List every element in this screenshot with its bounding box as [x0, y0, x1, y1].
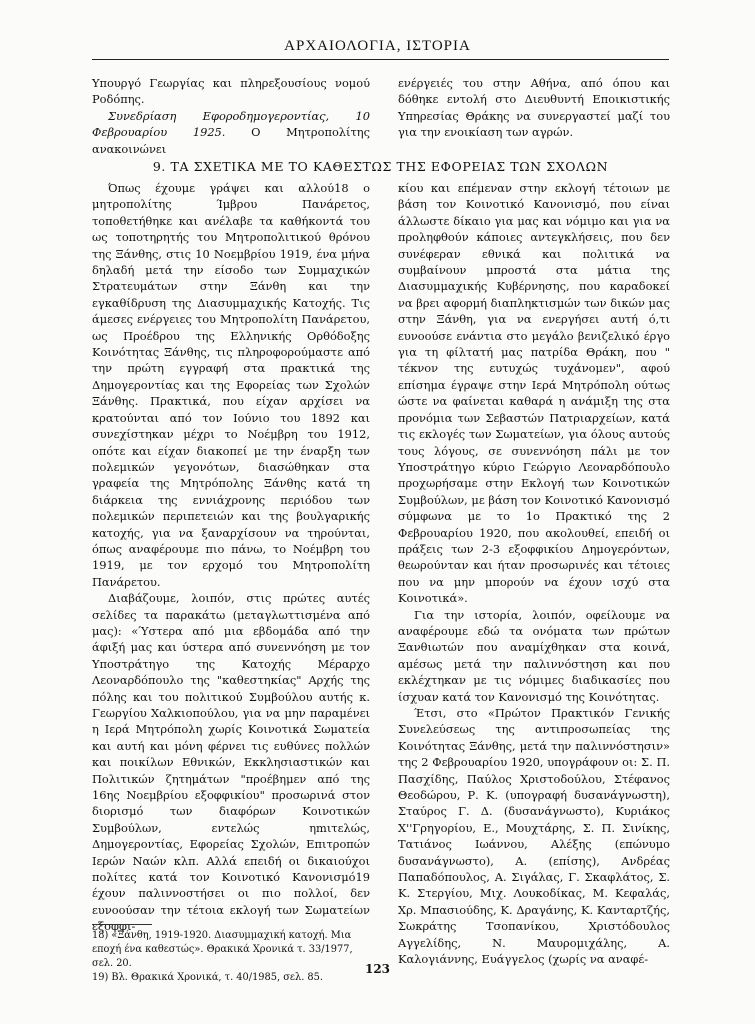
top-right-column	[398, 75, 670, 141]
footnote-rule	[92, 924, 152, 925]
session-text: Ο Μητροπολίτης ανακοινώνει	[92, 125, 370, 156]
left-paragraph-1: Όπως έχουμε γράψει και αλλού18 ο μητροπολίτης Ίμβρου Πανάρετος, τοποθετήθηκε και ανέλαβε τα καθήκοντά του ως τοποτηρητής του Μητροπολιτικού θρόνου της Ξάνθης, στις 10 Νοεμβρίου 1919, ένα μήνα δηλαδή μετά την είσοδο των Συμμαχικών Στρατευμάτων στην Ξάνθη και την εγκαθίδρυση της Διασυμμαχικής Κατοχής. Τις άμεσες ενέργειες του Μητροπολίτη Πανάρετου, ως Προέδρου της Ελληνικής Ορθόδοξης Κοινότητας Ξάνθης, τις πληροφορούμαστε από την πρώτη εγγραφή στα πρακτικά της Δημογεροντίας και της Εφορείας των Σχολών Ξάνθης. Πρακτικά, που είχαν αρχίσει να κρατούνται από τον Ιούνιο του 1892 και συνεχίστηκαν μέχρι το Νοέμβρη του 1912, οπότε και είχαν διακοπεί με την έναρξη των πολεμικών γεγονότων, διασώθηκαν στα γραφεία της Μητρόπολης Ξάνθης κατά τη διάρκεια της εννιάχρονης περιόδου των πολεμικών περιπετειών και της βουλγαρικής κατοχής, για να ξαναρχίσουν να τηρούνται, όπως αναφέρουμε πιο πάνω, το Νοέμβρη του 1919, με τον ερχομό του Μητροπολίτη Πανάρετου.	[92, 181, 370, 589]
right-paragraph-1: κίου και επέμεναν στην εκλογή τέτοιων με βάση τον Κοινοτικό Κανονισμό, που είναι άλλωστε δίκαιο για μας και νόμιμο και για να προληφθούν κάποιες αντεγκλήσεις, που δεν συνέφεραν εθνικά και πολιτικά να συμβαίνουν μπροστά στα μάτια της Διασυμμαχικής Κυβέρνησης, που καραδοκεί να βρει αφορμή διαπληκτισμών των δικών μας στην Ξάνθη, για να ενεργήσει αυτή ό,τι ευνοούσε ενάντια στο μεγάλο βενιζελικό έργο για τη φίλτατή μας πατρίδα Θράκη, που " τέκνον της ευτυχώς τυχάνομεν", αφού επίσημα έγραψε στην Ιερά Μητρόπολη ούτως ώστε να φαίνεται καθαρά η ανάμιξη της στα προνόμια των Σεβαστών Πατριαρχείων, κατά τις εκλογές των Σωματείων, για όλους αυτούς τους λόγους, σε συνεννόηση πάλι με τον Υποστράτηγο κύριο Γεώργιο Λεοναρδόπουλο προχωρήσαμε στην Εκλογή των Κοινοτικών Συμβούλων, με βάση τον Κοινοτικό Κανονισμό σύμφωνα με το 1ο Πρακτικό της 2 Φεβρουαρίου 1920, που ακολουθεί, επειδή οι πράξεις των 2-3 εξοφφικίου Δημογερόντων, θεωρούνταν και ήταν προσωρινές και τέτοιες που να μην μπορούν να έχουν ισχύ στα Κοινοτικά».	[398, 181, 670, 606]
left-body-column	[92, 180, 370, 935]
right-paragraph-2: Για την ιστορία, λοιπόν, οφείλουμε να αναφέρουμε εδώ τα ονόματα των πρώτων Ξανθιωτών που αναμίχθηκαν στα κοινά, αμέσως μετά την παλιννόστηση και που εκλέχτηκαν με τις νόμιμες διαδικασίες που ίσχυαν κατά τον Κανονισμό της Κοινότητας.	[398, 607, 670, 704]
top-right-paragraph-1: ενέργειές του στην Αθήνα, από όπου και δόθηκε εντολή στο Διευθυντή Εποικιστικής Υπηρεσίας Θράκης να συνεργαστεί μαζί του για την ενοικίαση των αγρών.	[398, 76, 670, 140]
header-rule	[92, 59, 669, 60]
top-left-paragraph-2	[92, 108, 370, 157]
section-title: 9. ΤΑ ΣΧΕΤΙΚΑ ΜΕ ΤΟ ΚΑΘΕΣΤΩΣ ΤΗΣ ΕΦΟΡΕΙΑΣ ΤΩΝ ΣΧΟΛΩΝ	[152, 159, 609, 174]
running-title: ΑΡΧΑΙΟΛΟΓΙΑ, ΙΣΤΟΡΙΑ	[284, 38, 471, 54]
footnote-18: 18) «Ξάνθη, 1919-1920. Διασυμμαχική κατοχή. Μια εποχή ένα καθεστώς». Θρακικά Χρονικά τ. 33/1977, σελ. 20.	[92, 930, 353, 969]
footnote-19: 19) Βλ. Θρακικά Χρονικά, τ. 40/1985, σελ. 85.	[92, 972, 324, 983]
left-paragraph-2: Διαβάζουμε, λοιπόν, στις πρώτες αυτές σελίδες τα παρακάτω (μεταγλωττισμένα από μας): «Ύστερα από μια εβδομάδα από την άφιξή μας και ύστερα από συνεννόηση με τον Υποστράτηγο της Κατοχής Μέραρχο Λεοναρδόπουλο της "καθεστηκίας" Αρχής της πόλης και του πολιτικού Συμβούλου αυτής κ. Γεωργίου Χαλκιοπούλου, για να μην παραμένει η Ιερά Μητρόπολη χωρίς Κοινοτικά Σωματεία και αυτή και μόνη φέρνει τις ευθύνες πολλών και ποικίλων Εθνικών, Εκκλησιαστικών και Πολιτικών ζητημάτων "προέβημεν από της 16ης Νοεμβρίου εξοφφικίου" προσωρινά στον διορισμό των διαφόρων Κοινοτικών Συμβούλων, εντελώς ηmιτελώς, Δημογεροντίας, Εφορείας Σχολών, Επιτροπών Ιερών Ναών κλπ. Αλλά επειδή οι δικαιούχοι πολίτες κατά τον Κοινοτικό Κανονισμό19 έχουν παλιννοστήσει οι πιο πολλοί, δεν ευνοούσαν την τέτοια εκλογή των Σωματείων εξοφφι-	[92, 591, 370, 934]
right-body-column	[398, 180, 670, 968]
right-paragraph-3: Έτσι, στο «Πρώτον Πρακτικόν Γενικής Συνελεύσεως της αντιπροσωπείας της Κοινότητας Ξάνθης, μετά την παλιννόστησιν» της 2 Φεβρουαρίου 1920, υπογράφουν οι: Σ. Π. Πασχίδης, Παύλος Χριστοδούλου, Στέφανος Θεοδώρου, Ρ. Κ. (υπογραφή δυσανάγνωστη), Σταύρος Γ. Δ. (δυσανάγνωστο), Κυριάκος Χ''Γρηγορίου, Ε., Μουχτάρης, Σ. Π. Σινίκης, Τατιάνος Ιωάννου, Αλέξης (επώνυμο δυσανάγνωστο), Α. (επίσης), Ανδρέας Παπαδόπουλος, Α. Σιγάλας, Γ. Σκαφλάτος, Σ. Κ. Στεργίου, Μιχ. Λουκοδίκας, Μ. Κεφαλάς, Χρ. Μπασιούδης, Κ. Δραγάνης, Κ. Κανταρτζής, Σωκράτης Τσοπανίκου, Χριστόδουλος Αγγελίδης, Ν. Μαυρομιχάλης, Α. Καλογιάννης, Ευάγγελος (χωρίς να αναφέ-	[398, 706, 670, 967]
top-left-column	[92, 75, 370, 157]
top-left-paragraph-1: Υπουργό Γεωργίας και πληρεξουσίους νομού Ροδόπης.	[92, 76, 370, 107]
session-heading: Συνεδρίαση Εφοροδημογεροντίας, 10 Φεβρουαρίου 1925.	[92, 108, 370, 140]
page-number: 123	[364, 962, 391, 976]
